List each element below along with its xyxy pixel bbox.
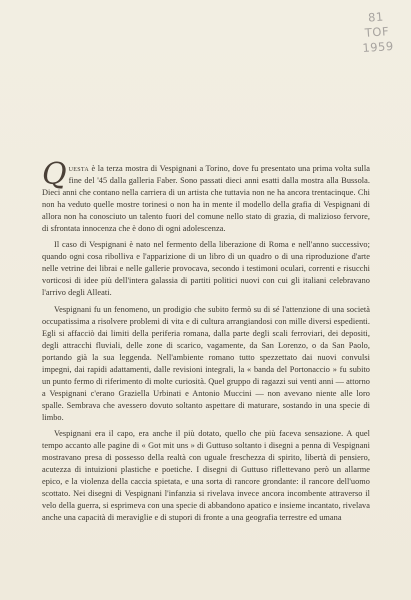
drop-cap: Q [42,157,67,192]
annotation-line: 81 [367,9,385,25]
annotation-line: 1959 [361,38,395,56]
pencil-annotation [355,9,398,57]
paragraph [42,157,370,235]
first-word: uesta [68,164,90,173]
paragraph: Vespignani era il capo, era anche il più dotato, quello che più faceva sensazione. A quel tempo accanto alle pagine di « Got mit uns » di Guttuso soltanto i disegni a penna di Vespignani mostravano presa di possesso della realtà con uguale freschezza di spirito, libertà di pensiero, acutezza di intuizioni plastiche e poetiche. I disegni di Guttuso riflettevano però un allarme epico, e la violenza della caccia spietata, e una sorta di rancore grondante: il rancore dell'uomo scottato. Nei disegni di Vespignani l'infanzia si rivelava invece ancora incombente attraverso il velo della guerra, si esprimeva con una specie di abbandono apatico e insieme incantato, rivelava anche una capacità di meraviglie e di stupori di fronte a una geografia terrestre ed umana [42,428,370,523]
article-body [42,157,370,528]
paragraph-text: è la terza mostra di Vespignani a Torino, dove fu presentato una prima volta sulla fine del '45 dalla galleria Faber. Sono passati dieci anni esatti dalla mostra alla Bussola. Dieci anni che contano nella carriera di un artista che tuttavia non ne ha ancora trentacinque. Chi non ha veduto quelle mostre torinesi o non ha in mente il modello della grafia di Vespignani di allora non ha conosciuto un talento fuori del comune nello stato di grazia, di malizioso fervore, di sfrontata innocenza che è dono di ogni adolescenza. [42,164,370,234]
paragraph: Vespignani fu un fenomeno, un prodigio che subito fermò su di sé l'attenzione di una società occupatissima a risolvere problemi di vita e di cultura arrangiandosi con mille diversi espedienti. Egli si affacciò dai limiti della periferia romana, dalla parte degli scali ferroviari, dei depositi, degli attracchi fluviali, delle zone di scarico, vagamente, da San Lorenzo, o da San Paolo, portando già la sua leggenda. Nell'ambiente romano tutto spezzettato dai nuovi convulsi impegni, dai rapidi adattamenti, dalle revisioni integrali, la « banda del Portonaccio » fu subito un punto fermo di riferimento di molte curiosità. Quel gruppo di ragazzi sui venti anni — attorno a Vespignani c'erano Graziella Urbinati e Antonio Muccini — non avevano niente alle loro spalle. Sembrava che avessero dovuto soltanto aspettare di maturare, sostando in una specie di limbo. [42,304,370,422]
paragraph: Il caso di Vespignani è nato nel fermento della liberazione di Roma e nell'anno successivo; quando ogni cosa ribolliva e l'apparizione di un libro di un quadro o di una riproduzione d'arte nelle vetrine dei librai e nelle gallerie provocava, secondo i testimoni oculari, correnti e risucchi vorticosi di idee più dell'intera galassia di partiti politici nuovi con cui gli italiani celebravano l'arrivo degli Alleati. [42,240,370,298]
annotation-line: TOF [364,24,390,40]
